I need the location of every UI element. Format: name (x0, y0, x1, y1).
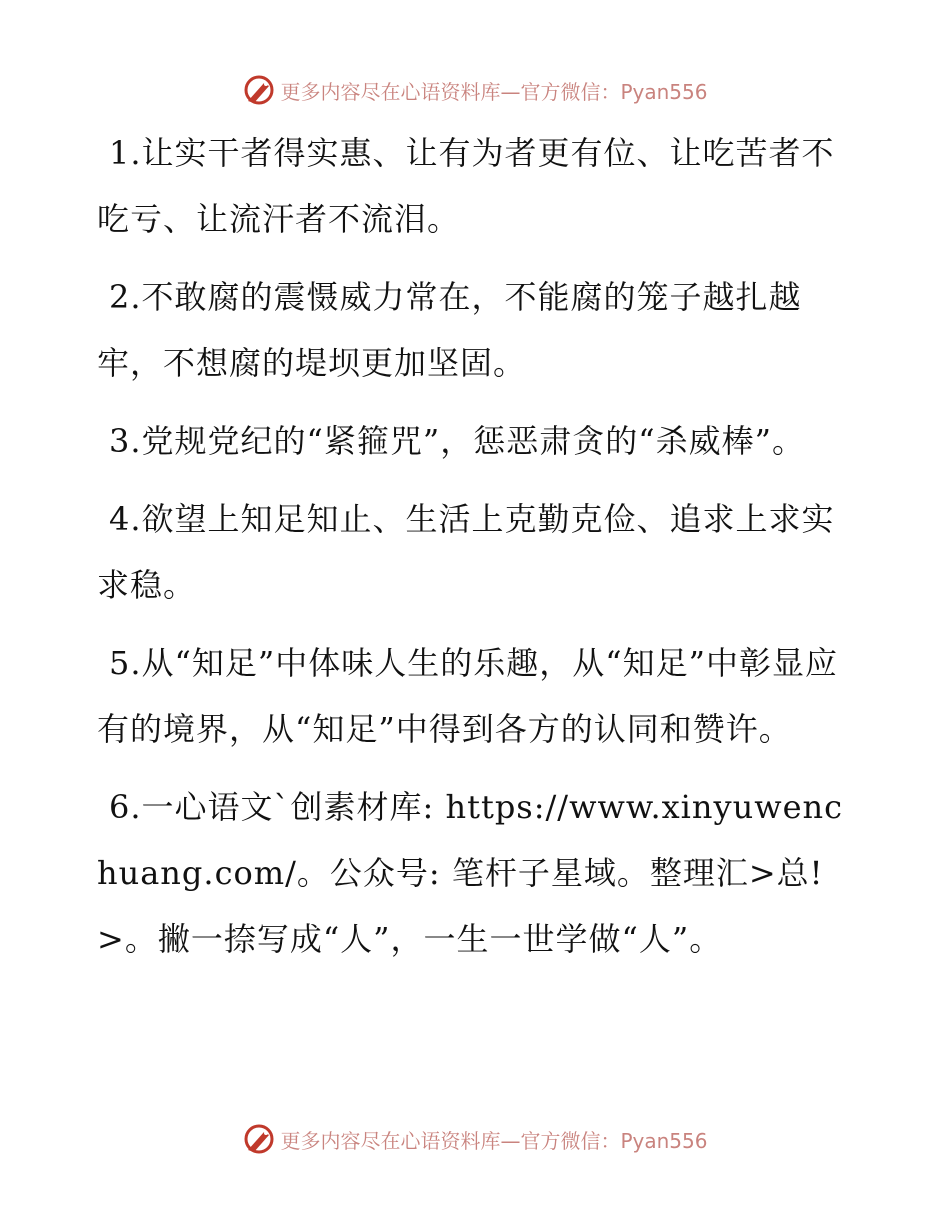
list-item (97, 264, 857, 396)
item-number: 1. (109, 134, 142, 172)
list-item (97, 774, 857, 972)
list-item (97, 486, 857, 618)
item-number: 2. (109, 278, 142, 316)
header-watermark (0, 72, 950, 108)
item-number: 3. (109, 422, 142, 460)
item-number: 5. (109, 644, 142, 682)
item-text: 让实干者得实惠、让有为者更有位、让吃苦者不吃亏、让流汗者不流泪。 (97, 134, 835, 238)
pen-nib-circle-icon (242, 73, 276, 107)
item-text: 从“知足”中体味人生的乐趣，从“知足”中彰显应有的境界，从“知足”中得到各方的认同和赞许。 (97, 644, 838, 748)
item-number: 4. (109, 500, 142, 538)
item-number: 6. (109, 788, 142, 826)
watermark-text: 更多内容尽在心语资料库—官方微信：Pyan556 (280, 79, 708, 104)
item-text: 一心语文`创素材库: https://www.xinyuwenchuang.com/。公众号: 笔杆子星域。整理汇>总! >。撇一捺写成“人”，一生一世学做“人”。 (97, 788, 844, 958)
document-body (97, 120, 857, 984)
item-text: 欲望上知足知止、生活上克勤克俭、追求上求实求稳。 (97, 500, 835, 604)
item-text: 不敢腐的震慑威力常在，不能腐的笼子越扎越牢，不想腐的堤坝更加坚固。 (97, 278, 802, 382)
list-item (97, 408, 857, 474)
item-text: 党规党纪的“紧箍咒”，惩恶肃贪的“杀威棒”。 (141, 422, 805, 460)
pen-nib-circle-icon (242, 1122, 276, 1156)
footer-watermark (0, 1121, 950, 1157)
list-item (97, 120, 857, 252)
list-item (97, 630, 857, 762)
watermark-text: 更多内容尽在心语资料库—官方微信：Pyan556 (280, 1128, 708, 1153)
